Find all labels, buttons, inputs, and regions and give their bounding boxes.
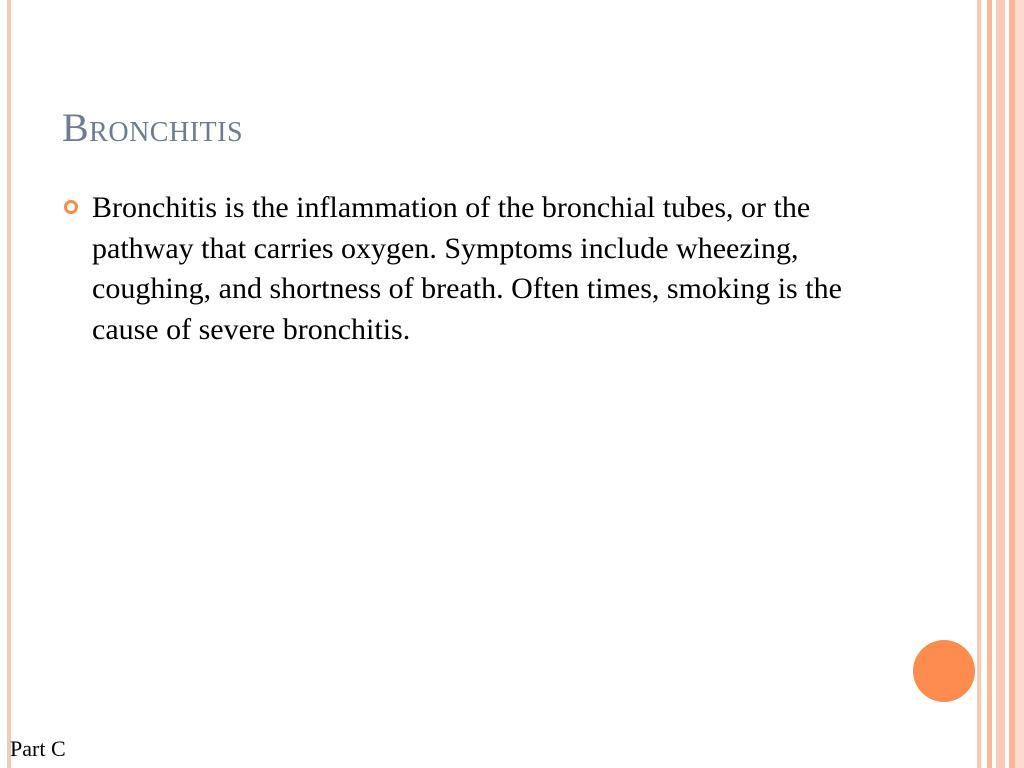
slide-footer: Part C <box>10 736 66 761</box>
slide-title: Bronchitis <box>62 105 244 150</box>
hollow-circle-bullet-icon <box>64 200 78 214</box>
right-border-stripe <box>996 0 1005 768</box>
left-border-stripe <box>7 0 11 768</box>
orange-circle-decoration-icon <box>913 640 975 702</box>
bullet-item <box>62 188 862 350</box>
right-border-stripe <box>1015 0 1024 768</box>
bullet-text: Bronchitis is the inflammation of the bronchial tubes, or the pathway that carries oxygen. Symptoms include wheezing, coughing, and shortness of breath. Often times, smoking is the cause of severe bronchitis. <box>92 191 842 346</box>
